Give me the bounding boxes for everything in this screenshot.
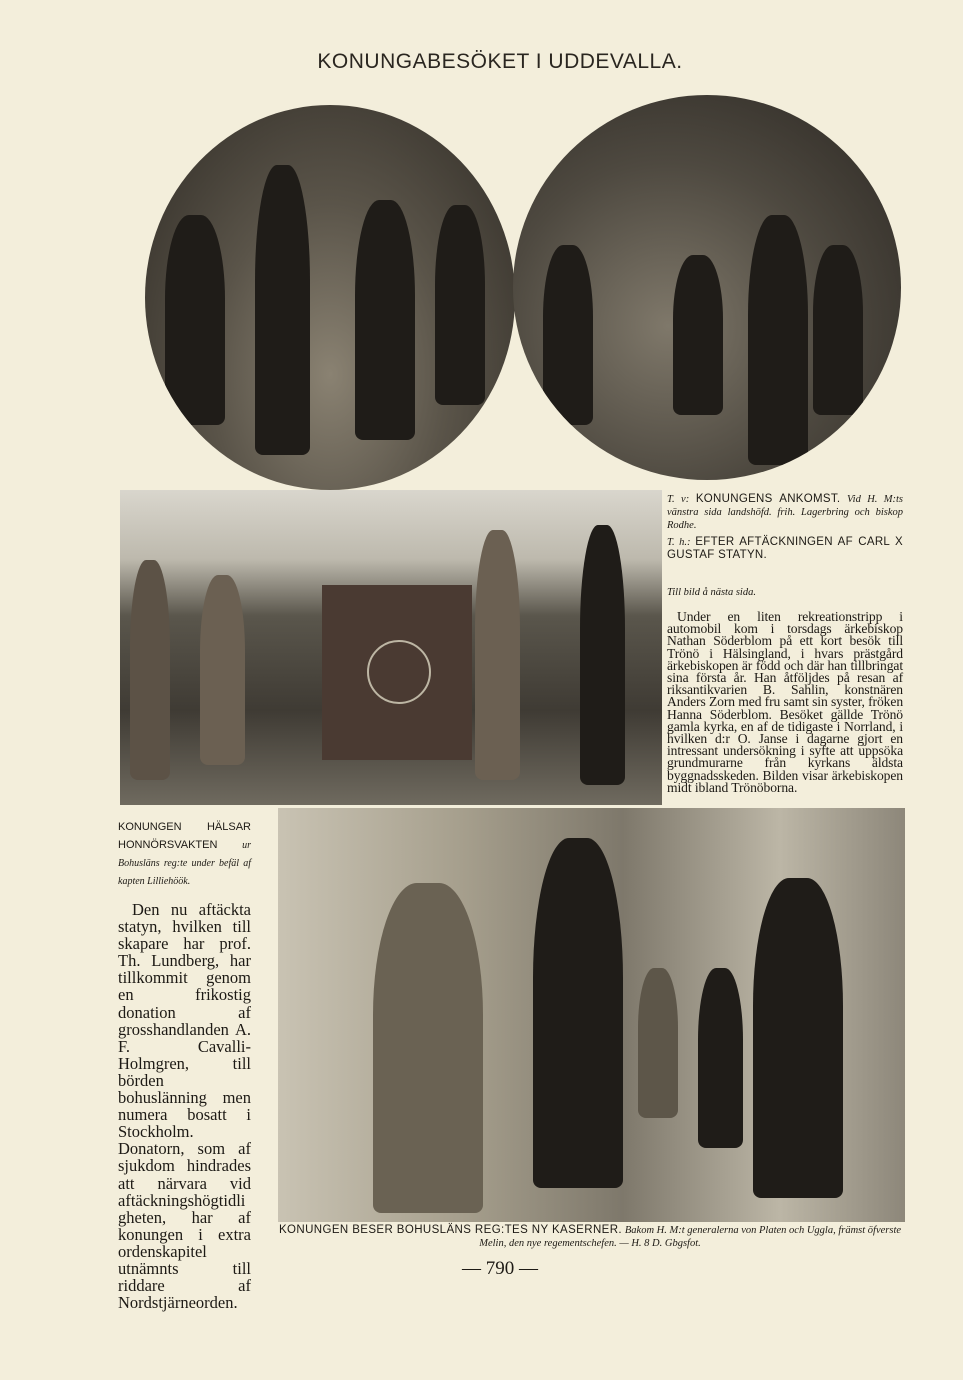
page-number: — 790 — xyxy=(462,1258,538,1279)
caption-text: ur Bohusläns reg:te under befäl af kapten Lilliehöök. xyxy=(118,840,251,887)
photo-new-barracks xyxy=(278,808,905,1222)
reference-note: Till bild å nästa sida. xyxy=(667,587,756,598)
caption-text: Vid H. M:ts vänstra sida landshöfd. frih. Lagerbring och biskop Rodhe. xyxy=(667,494,904,531)
bottom-caption xyxy=(270,1224,910,1250)
caption-heading: EFTER AFTÄCKNINGEN AF CARL X GUSTAF STATYN. xyxy=(667,536,904,561)
right-caption-column xyxy=(667,493,903,794)
page-title: KONUNGABESÖKET I UDDEVALLA. xyxy=(317,50,683,73)
left-caption-column xyxy=(118,817,251,1311)
article-text: Den nu aftäckta statyn, hvilken till skapare har prof. Th. Lundberg, har tillkommit genom en frikostig donation af grosshandlanden A. F. Cavalli-Holmgren, till börden bohuslänning men numera bosatt i Stockholm. Donatorn, som af sjukdom hindrades att närvara vid aftäckningshögtidligheten, har af konungen i extra ordenskapitel utnämnts till riddare af Nordstjärneorden. xyxy=(118,900,251,1313)
caption-heading: KONUNGENS ANKOMST. xyxy=(695,493,841,505)
article-text: Under en liten rekreationstripp i automobil kom i torsdags ärkebiskop Nathan Söderblom på ett kort besök till Trönö i Hälsingland, i hvars prästgård ärkebiskopen är född och där han tillbringat sina första år. Han åtföljdes på resan af riksantikvarien B. Sahlin, konstnären Anders Zorn med fru samt sin syster, fröken Hanna Söderblom. Besöket gällde Trönö gamla kyrka, en af de tidigaste i Norrland, i hvilken d:r O. Janse i dagarne gjort en intressant undersökning i syfte att uppsöka grundmurarne från kyrkans äldsta byggnadsskeden. Bilden visar ärkebiskopen midt ibland Trönöborna. xyxy=(667,609,904,795)
photo-after-unveiling xyxy=(513,95,901,480)
photo-honor-guard xyxy=(120,490,662,805)
caption-heading: KONUNGEN BESER BOHUSLÄNS REG:TES NY KASERNER. xyxy=(278,1224,623,1236)
caption-label: T. h.: xyxy=(667,537,691,548)
caption-heading: KONUNGEN HÄLSAR HONNÖRSVAKTEN xyxy=(118,821,251,851)
caption-label: T. v: xyxy=(667,494,690,505)
photo-king-arrival xyxy=(145,105,515,490)
regimental-flag xyxy=(322,585,472,760)
caption-text: Bakom H. M:t generalerna von Platen och Uggla, främst öfverste Melin, den nye regementschefen. — H. 8 D. Gbgsfot. xyxy=(479,1225,902,1249)
